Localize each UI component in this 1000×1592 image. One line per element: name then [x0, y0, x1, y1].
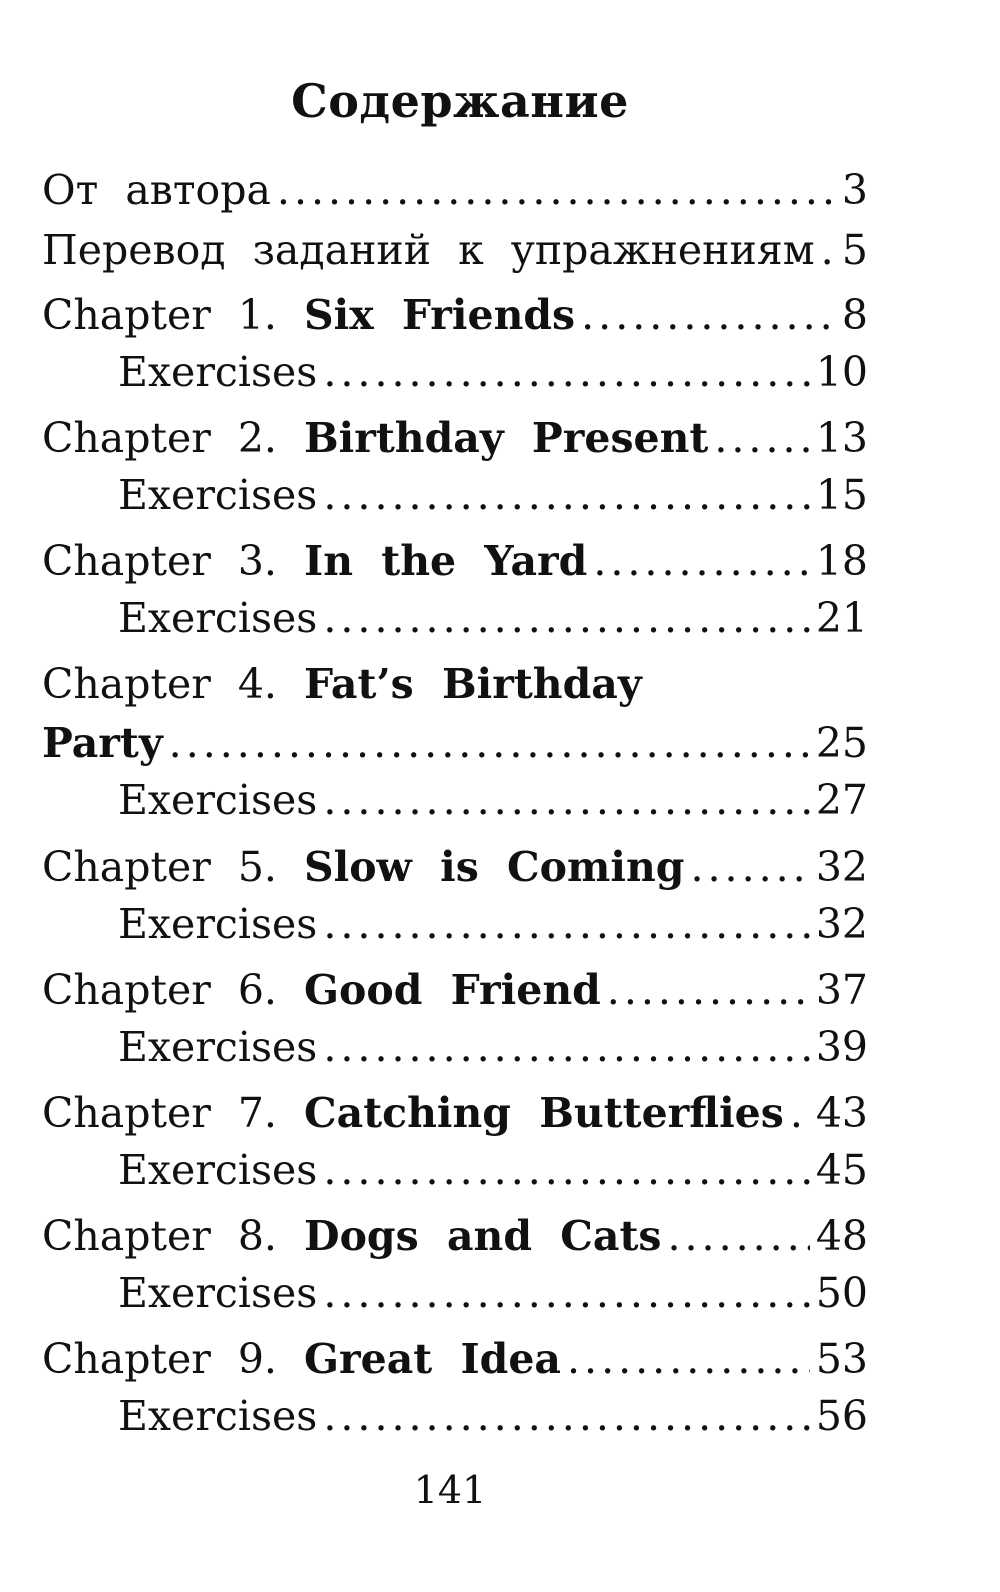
toc-entry-chapter-4-line2 [42, 713, 868, 773]
toc-entry-exercises-1 [118, 342, 868, 402]
dot-leader [169, 713, 810, 773]
dot-leader [667, 1206, 809, 1266]
dot-leader [323, 770, 809, 830]
toc-entry-chapter-8 [42, 1206, 868, 1266]
chapter-title: Good Friend [304, 966, 601, 1014]
toc-entry-label: Exercises [118, 776, 318, 824]
toc-entry-chapter-3 [42, 531, 868, 591]
toc-entry-exercises-9 [118, 1386, 868, 1446]
toc-entry-exercises-7 [118, 1140, 868, 1200]
dot-leader [567, 1329, 810, 1389]
dot-leader [323, 894, 809, 954]
toc-page-number: 56 [815, 1392, 868, 1440]
toc-entry-label: От автора [42, 166, 271, 214]
toc-page-number: 3 [841, 166, 868, 214]
page-folio-number: 141 [413, 1468, 487, 1512]
toc-entry-exercises-8 [118, 1263, 868, 1323]
toc-page-number: 32 [815, 900, 868, 948]
toc-entry-chapter-9 [42, 1329, 868, 1389]
toc-page-number: 43 [815, 1089, 868, 1137]
toc-page-number: 45 [815, 1146, 868, 1194]
toc-entry-label: Exercises [118, 1392, 318, 1440]
toc-page-number: 37 [815, 966, 868, 1014]
dot-leader [581, 285, 836, 345]
chapter-number: Chapter 9. [42, 1335, 277, 1383]
chapter-title: Great Idea [304, 1335, 561, 1383]
dot-leader [690, 837, 809, 897]
dot-leader [323, 588, 809, 648]
toc-page-number: 18 [815, 537, 868, 585]
toc-entry-label: Exercises [118, 1023, 318, 1071]
toc-page-number: 53 [815, 1335, 868, 1383]
toc-page-number: 48 [815, 1212, 868, 1260]
toc-entry-exercises-5 [118, 894, 868, 954]
toc-entry-from-author [42, 160, 868, 220]
toc-entry-label: Exercises [118, 348, 318, 396]
toc-page-number: 8 [841, 291, 868, 339]
chapter-title: In the Yard [304, 537, 588, 585]
chapter-number: Chapter 4. [42, 660, 277, 708]
dot-leader [790, 1083, 810, 1143]
toc-entry-chapter-4-line1 [42, 654, 868, 714]
toc-entry-chapter-5 [42, 837, 868, 897]
toc-entry-chapter-7 [42, 1083, 868, 1143]
chapter-title: Six Friends [304, 291, 576, 339]
toc-entry-label: Exercises [118, 471, 318, 519]
toc-entry-label: Exercises [118, 900, 318, 948]
toc-page-number: 13 [815, 414, 868, 462]
dot-leader [821, 220, 836, 280]
chapter-title: Slow is Coming [304, 843, 685, 891]
toc-page-number: 50 [815, 1269, 868, 1317]
chapter-title: Catching Butterflies [304, 1089, 784, 1137]
chapter-title-continued: Party [42, 719, 163, 767]
dot-leader [714, 408, 809, 468]
chapter-number: Chapter 1. [42, 291, 277, 339]
dot-leader [323, 1017, 809, 1077]
chapter-title: Fat’s Birthday [304, 660, 642, 708]
toc-page-number: 39 [815, 1023, 868, 1071]
chapter-number: Chapter 2. [42, 414, 277, 462]
page-title: Содержание [291, 74, 629, 128]
toc-page-number: 27 [815, 776, 868, 824]
toc-entry-label: Перевод заданий к упражнениям [42, 226, 815, 274]
toc-entry-exercises-2 [118, 465, 868, 525]
chapter-number: Chapter 3. [42, 537, 277, 585]
chapter-number: Chapter 6. [42, 966, 277, 1014]
toc-entry-exercises-4 [118, 770, 868, 830]
toc-page-number: 5 [841, 226, 868, 274]
toc-entry-chapter-2 [42, 408, 868, 468]
toc-entry-exercises-3 [118, 588, 868, 648]
dot-leader [323, 465, 809, 525]
dot-leader [323, 1140, 809, 1200]
toc-entry-label: Exercises [118, 1269, 318, 1317]
dot-leader [607, 960, 810, 1020]
toc-entry-translation [42, 220, 868, 280]
toc-entry-label: Exercises [118, 1146, 318, 1194]
chapter-number: Chapter 5. [42, 843, 277, 891]
toc-page-number: 21 [815, 594, 868, 642]
toc-entry-exercises-6 [118, 1017, 868, 1077]
dot-leader [593, 531, 810, 591]
dot-leader [277, 160, 836, 220]
toc-entry-label: Exercises [118, 594, 318, 642]
toc-page-number: 10 [815, 348, 868, 396]
chapter-title: Birthday Present [304, 414, 709, 462]
toc-page-number: 15 [815, 471, 868, 519]
toc-page-number: 32 [815, 843, 868, 891]
chapter-title: Dogs and Cats [304, 1212, 662, 1260]
chapter-number: Chapter 7. [42, 1089, 277, 1137]
dot-leader [323, 1263, 809, 1323]
dot-leader [323, 1386, 809, 1446]
toc-entry-chapter-1 [42, 285, 868, 345]
toc-page-number: 25 [815, 719, 868, 767]
toc-entry-chapter-6 [42, 960, 868, 1020]
chapter-number: Chapter 8. [42, 1212, 277, 1260]
dot-leader [323, 342, 809, 402]
